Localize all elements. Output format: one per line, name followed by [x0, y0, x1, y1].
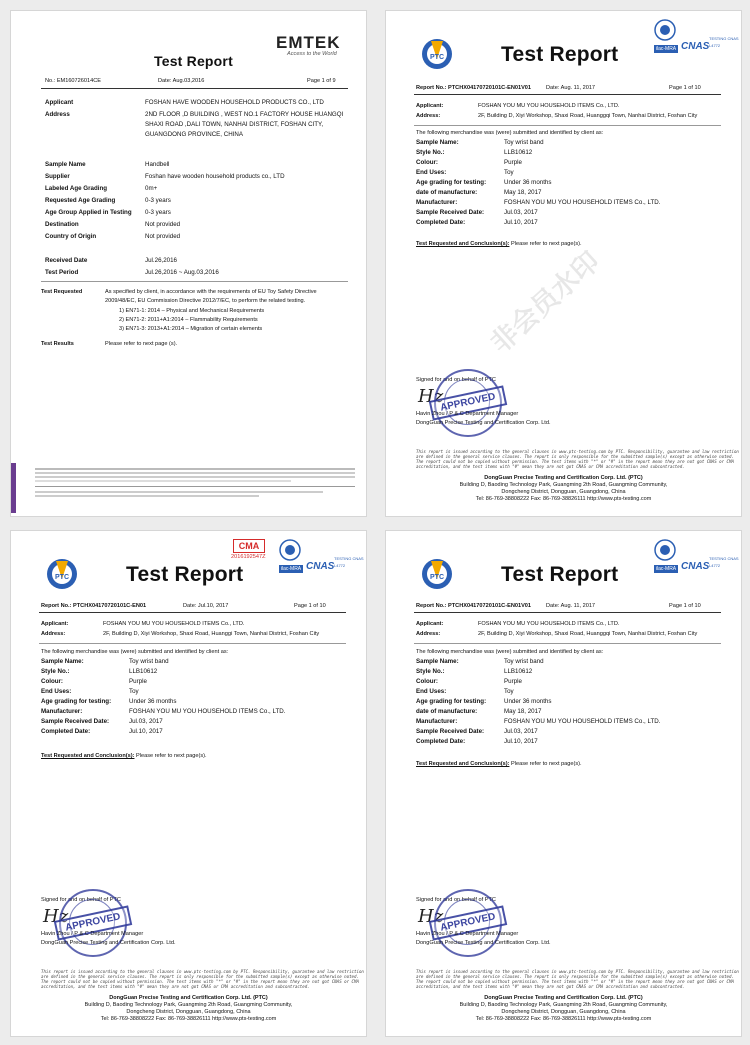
field-value: Jul.03, 2017 [504, 728, 538, 735]
field-value: Jul.10, 2017 [504, 219, 538, 226]
cnas-label: TESTING CNAS L4772 [709, 36, 739, 48]
conclusion-label: Test Requested and Conclusion(s): [416, 761, 510, 767]
test-requested-line: 2) EN71-2: 2011+A1:2014 – Flammability Requirements [119, 317, 258, 323]
field-value: LLB10612 [504, 668, 533, 675]
divider [414, 643, 721, 644]
address-label: Address: [41, 631, 66, 637]
emtek-tagline: Access to the World [287, 51, 337, 57]
field-label: Completed Date: [416, 738, 466, 745]
cnas-badge: CNAS [681, 561, 710, 572]
report-date: Date: Jul.10, 2017 [183, 603, 229, 609]
field-value: Toy [504, 688, 514, 695]
conclusion-label: Test Requested and Conclusion(s): [41, 753, 135, 759]
divider [414, 612, 721, 613]
address-value: 2F, Building D, Xiyi Workshop, Shaxi Road, Huanggqi Town, Nanhai District, Foshan City [478, 113, 698, 119]
field-value: FOSHAN YOU MU YOU HOUSEHOLD ITEMS Co., LTD. [129, 708, 286, 715]
field-label: Sample Name: [416, 658, 459, 665]
applicant-label: Applicant: [416, 103, 444, 109]
report-date: Date: Aug. 11, 2017 [546, 85, 596, 91]
field-label: Sample Name: [41, 658, 84, 665]
field-label: Age grading for testing: [416, 698, 487, 705]
cnas-label: TESTING CNAS L4772 [709, 556, 739, 568]
field-value: Jul.03, 2017 [129, 718, 163, 725]
report-fields [11, 99, 367, 299]
field-label: Style No.: [416, 149, 445, 156]
field-label: Colour: [416, 159, 438, 166]
field-value: 2ND FLOOR ,D BUILDING , WEST NO.1 FACTORY HOUSE HUANGQI [145, 111, 344, 118]
field-label: Manufacturer: [416, 718, 458, 725]
emtek-report-page [10, 10, 367, 517]
watermark-text: 非会员水印 [484, 246, 607, 360]
field-label: Age grading for testing: [416, 179, 487, 186]
field-value: Jul.26,2016 ~ Aug.03,2016 [145, 269, 219, 276]
report-number: Report No.: PTCHX04170720101C-EN01 [41, 603, 147, 609]
signature: Hz [418, 906, 444, 927]
field-value: Not provided [145, 221, 181, 228]
field-value: Toy wrist band [504, 139, 544, 146]
footer: DongGuan Precise Testing and Certification Corp. Ltd. (PTC) Building D, Baoding Technology Park, Guangming 2th Road, Guangming Community, Dongcheng District, Dongguan, Guangdong, China Tel: 86-769-38808222 Fax: 86-769-38826111 http://www.pts-testing.com [84, 995, 293, 1022]
cnas-badge: CNAS [306, 561, 335, 572]
field-value: Under 36 months [129, 698, 177, 705]
conclusion-value: Please refer to next page(s). [509, 761, 582, 767]
divider [39, 643, 346, 644]
field-label: date of manufacture: [416, 708, 478, 715]
field-value: Jul.26,2016 [145, 257, 177, 264]
ptc-logo-icon [45, 557, 79, 591]
address-label: Address: [416, 631, 441, 637]
cma-number: 2016192547Z [231, 554, 266, 560]
field-label: End Uses: [416, 169, 447, 176]
test-requested-line: 3) EN71-3: 2013+A1:2014 – Migration of certain elements [119, 326, 263, 332]
field-label: Style No.: [41, 668, 70, 675]
test-requested-line: 1) EN71-1: 2014 – Physical and Mechanical Requirements [119, 308, 265, 314]
field-label: Colour: [41, 678, 63, 685]
applicant-label: Applicant: [416, 621, 444, 627]
cma-logo: CMA [233, 539, 265, 553]
field-label: Age Group Applied in Testing [45, 209, 132, 216]
fine-print: This report is issued according to the general clauses in www.ptc-testing.com by PTC. Responsibility, guarantee and law restriction are defined in the general service clauses. The report is only responsible for the submitted sample(s) except as otherwise noted. The report could not be copied without permission. The test items with "*" or "#" in the report mean they are not got CNAS or CMA accreditation, and the test items with "#" mean they are not got CNAS or CMA accreditation and subcontracted. [41, 969, 364, 989]
field-value: FOSHAN HAVE WOODEN HOUSEHOLD PRODUCTS CO., LTD [145, 99, 324, 106]
applicant-value: FOSHAN YOU MU YOU HOUSEHOLD ITEMS Co., LTD. [103, 621, 245, 627]
field-value: 0m+ [145, 185, 158, 192]
test-requested-line: 2009/48/EC, EU Commission Directive 2012/7/EC, to perform the related testing. [105, 298, 306, 304]
signed-line: Signed for and on behalf of PTC [41, 897, 121, 903]
page-title: Test Report [501, 563, 619, 586]
manager-line: Havin Zhou / P & C Department Manager [416, 411, 519, 417]
conclusion-value: Please refer to next page(s). [509, 241, 582, 247]
cnas-cert-icon [654, 19, 676, 41]
field-value: LLB10612 [129, 668, 158, 675]
ilac-mra-badge: ilac-MRA [280, 566, 302, 572]
field-value: Jul.03, 2017 [504, 209, 538, 216]
side-accent-bar [11, 463, 16, 513]
field-value: FOSHAN YOU MU YOU HOUSEHOLD ITEMS Co., LTD. [504, 199, 661, 206]
divider [41, 88, 348, 89]
field-label: Received Date [45, 257, 88, 264]
test-results-value: Please refer to next page (s). [105, 341, 178, 347]
applicant-label: Applicant: [41, 621, 69, 627]
applicant-value: FOSHAN YOU MU YOU HOUSEHOLD ITEMS Co., LTD. [478, 103, 620, 109]
address-value: 2F, Building D, Xiyi Workshop, Shaxi Road, Huanggqi Town, Nanhai District, Foshan City [478, 631, 698, 637]
applicant-value: FOSHAN YOU MU YOU HOUSEHOLD ITEMS Co., LTD. [478, 621, 620, 627]
emtek-footer-fine-print [35, 466, 355, 500]
intro-text: The following merchandise was (were) submitted and identified by client as: [416, 130, 604, 136]
field-value: Foshan have wooden household products co., LTD [145, 173, 285, 180]
field-value: Purple [504, 678, 522, 685]
intro-text: The following merchandise was (were) submitted and identified by client as: [41, 649, 229, 655]
conclusion-line [416, 761, 582, 768]
company-line: DongGuan Precise Testing and Certification Corp. Ltd. [41, 940, 176, 946]
approved-stamp: APPROVED [434, 889, 502, 957]
field-value: Handbell [145, 161, 170, 168]
field-value: Toy [504, 169, 514, 176]
test-requested-line: As specified by client, in accordance with the requirements of EU Toy Safety Directive [105, 289, 317, 295]
approved-stamp: APPROVED [434, 369, 502, 437]
intro-text: The following merchandise was (were) submitted and identified by client as: [416, 649, 604, 655]
report-number: Report No.: PTCHX04170720101C-EN01V01 [416, 603, 532, 609]
field-label: Sample Name: [416, 139, 459, 146]
conclusion-label: Test Requested and Conclusion(s): [416, 241, 510, 247]
signature: Hz [418, 386, 444, 407]
field-label: Destination [45, 221, 79, 228]
page-title: Test Report [126, 563, 244, 586]
report-date: Date: Aug.03,2016 [158, 78, 205, 84]
field-label: Age grading for testing: [41, 698, 112, 705]
field-label: Colour: [416, 678, 438, 685]
signature: Hz [43, 906, 69, 927]
field-label: Style No.: [416, 668, 445, 675]
svg-text:PTC: PTC [430, 574, 444, 581]
address-label: Address: [416, 113, 441, 119]
ptc-report-page [10, 530, 367, 1037]
field-label: Test Period [45, 269, 79, 276]
field-value: Toy wrist band [504, 658, 544, 665]
field-value: SHAXI ROAD ,DALI TOWN, NANHAI DISTRICT, FOSHAN CITY, [145, 121, 324, 128]
field-label: End Uses: [416, 688, 447, 695]
field-value: May 18, 2017 [504, 189, 542, 196]
field-value: Under 36 months [504, 179, 552, 186]
field-label: Address [45, 111, 70, 118]
approved-stamp: APPROVED [59, 889, 127, 957]
field-value: Toy [129, 688, 139, 695]
field-label: Supplier [45, 173, 70, 180]
field-label: Sample Received Date: [416, 728, 485, 735]
cnas-badge: CNAS [681, 41, 710, 52]
ilac-mra-badge: ilac-MRA [655, 566, 677, 572]
page-number: Page 1 of 10 [294, 603, 326, 609]
field-value: Toy wrist band [129, 658, 169, 665]
divider [414, 94, 721, 95]
field-label: Sample Received Date: [416, 209, 485, 216]
field-value: Jul.10, 2017 [129, 728, 163, 735]
ilac-mra-badge: ilac-MRA [655, 46, 677, 52]
divider [39, 612, 346, 613]
ptc-logo-icon [420, 37, 454, 71]
manager-line: Havin Zhou / P & C Department Manager [416, 931, 519, 937]
conclusion-line [416, 241, 582, 248]
conclusion-value: Please refer to next page(s). [134, 753, 207, 759]
footer: DongGuan Precise Testing and Certification Corp. Ltd. (PTC) Building D, Baoding Technology Park, Guangming 2th Road, Guangming Community, Dongcheng District, Dongguan, Guangdong, China Tel: 86-769-38808222 Fax: 86-769-38826111 http://www.pts-testing.com [459, 475, 668, 502]
page-number: Page 1 of 9 [307, 78, 336, 84]
report-number: Report No.: PTCHX04170720101C-EN01V01 [416, 85, 532, 91]
divider [41, 281, 348, 282]
page-number: Page 1 of 10 [669, 603, 701, 609]
svg-text:PTC: PTC [55, 574, 69, 581]
field-label: Completed Date: [416, 219, 466, 226]
field-label: date of manufacture: [416, 189, 478, 196]
ptc-report-page-v01 [385, 10, 742, 517]
field-value: 0-3 years [145, 197, 171, 204]
field-value: Under 36 months [504, 698, 552, 705]
test-results-label: Test Results [41, 341, 74, 347]
field-label: Requested Age Grading [45, 197, 116, 204]
field-label: End Uses: [41, 688, 72, 695]
field-value: Jul.10, 2017 [504, 738, 538, 745]
ptc-logo-icon [420, 557, 454, 591]
field-label: Sample Received Date: [41, 718, 110, 725]
page-number: Page 1 of 10 [669, 85, 701, 91]
address-value: 2F, Building D, Xiyi Workshop, Shaxi Road, Huanggi Town, Nanhai District, Foshan City [103, 631, 320, 637]
page-title: Test Report [501, 43, 619, 66]
field-label: Labeled Age Grading [45, 185, 107, 192]
cnas-label: TESTING CNAS L4772 [334, 556, 364, 568]
report-date: Date: Aug. 11, 2017 [546, 603, 596, 609]
fine-print: This report is issued according to the general clauses in www.ptc-testing.com by PTC. Responsibility, guarantee and law restriction are defined in the general service clauses. The report is only responsible for the submitted sample(s) except as otherwise noted. The report could not be copied without permission. The test items with "*" or "#" in the report mean they are not got CNAS or CMA accreditation, and the test items with "#" mean they are not got CNAS or CMA accreditation and subcontracted. [416, 449, 739, 469]
footer: DongGuan Precise Testing and Certification Corp. Ltd. (PTC) Building D, Baoding Technology Park, Guangming 2th Road, Guangming Community, Dongcheng District, Dongguan, Guangdong, China Tel: 86-769-38808222 Fax: 86-769-38826111 http://www.pts-testing.com [459, 995, 668, 1022]
conclusion-line [41, 753, 207, 760]
manager-line: Havin Zhou / P & C Department Manager [41, 931, 144, 937]
page-title: Test Report [154, 53, 233, 69]
report-number: No.: EM160726014CE [45, 78, 101, 84]
field-value: Not provided [145, 233, 181, 240]
field-value: Purple [504, 159, 522, 166]
svg-text:PTC: PTC [430, 54, 444, 61]
field-label: Sample Name [45, 161, 86, 168]
field-label: Applicant [45, 99, 74, 106]
cnas-cert-icon [654, 539, 676, 561]
company-line: DongGuan Precise Testing and Certification Corp. Ltd. [416, 420, 551, 426]
field-value: Purple [129, 678, 147, 685]
signed-line: Signed for and on behalf of PTC [416, 377, 496, 383]
field-value: 0-3 years [145, 209, 171, 216]
emtek-logo: EMTEK [276, 33, 341, 52]
test-requested-label: Test Requested [41, 289, 83, 295]
field-value: May 18, 2017 [504, 708, 542, 715]
field-value: LLB10612 [504, 149, 533, 156]
divider [414, 125, 721, 126]
company-line: DongGuan Precise Testing and Certification Corp. Ltd. [416, 940, 551, 946]
field-label: Manufacturer: [41, 708, 83, 715]
field-value: GUANGDONG PROVINCE, CHINA [145, 131, 243, 138]
fine-print: This report is issued according to the general clauses in www.ptc-testing.com by PTC. Responsibility, guarantee and law restriction are defined in the general service clauses. The report is only responsible for the submitted sample(s) except as otherwise noted. The report could not be copied without permission. The test items with "*" or "#" in the report mean they are not got CNAS or CMA accreditation, and the test items with "#" mean they are not got CNAS or CMA accreditation and subcontracted. [416, 969, 739, 989]
ptc-report-page-v01 [385, 530, 742, 1037]
signed-line: Signed for and on behalf of PTC [416, 897, 496, 903]
field-label: Country of Origin [45, 233, 97, 240]
field-label: Completed Date: [41, 728, 91, 735]
field-label: Manufacturer: [416, 199, 458, 206]
cnas-cert-icon [279, 539, 301, 561]
field-value: FOSHAN YOU MU YOU HOUSEHOLD ITEMS Co., LTD. [504, 718, 661, 725]
